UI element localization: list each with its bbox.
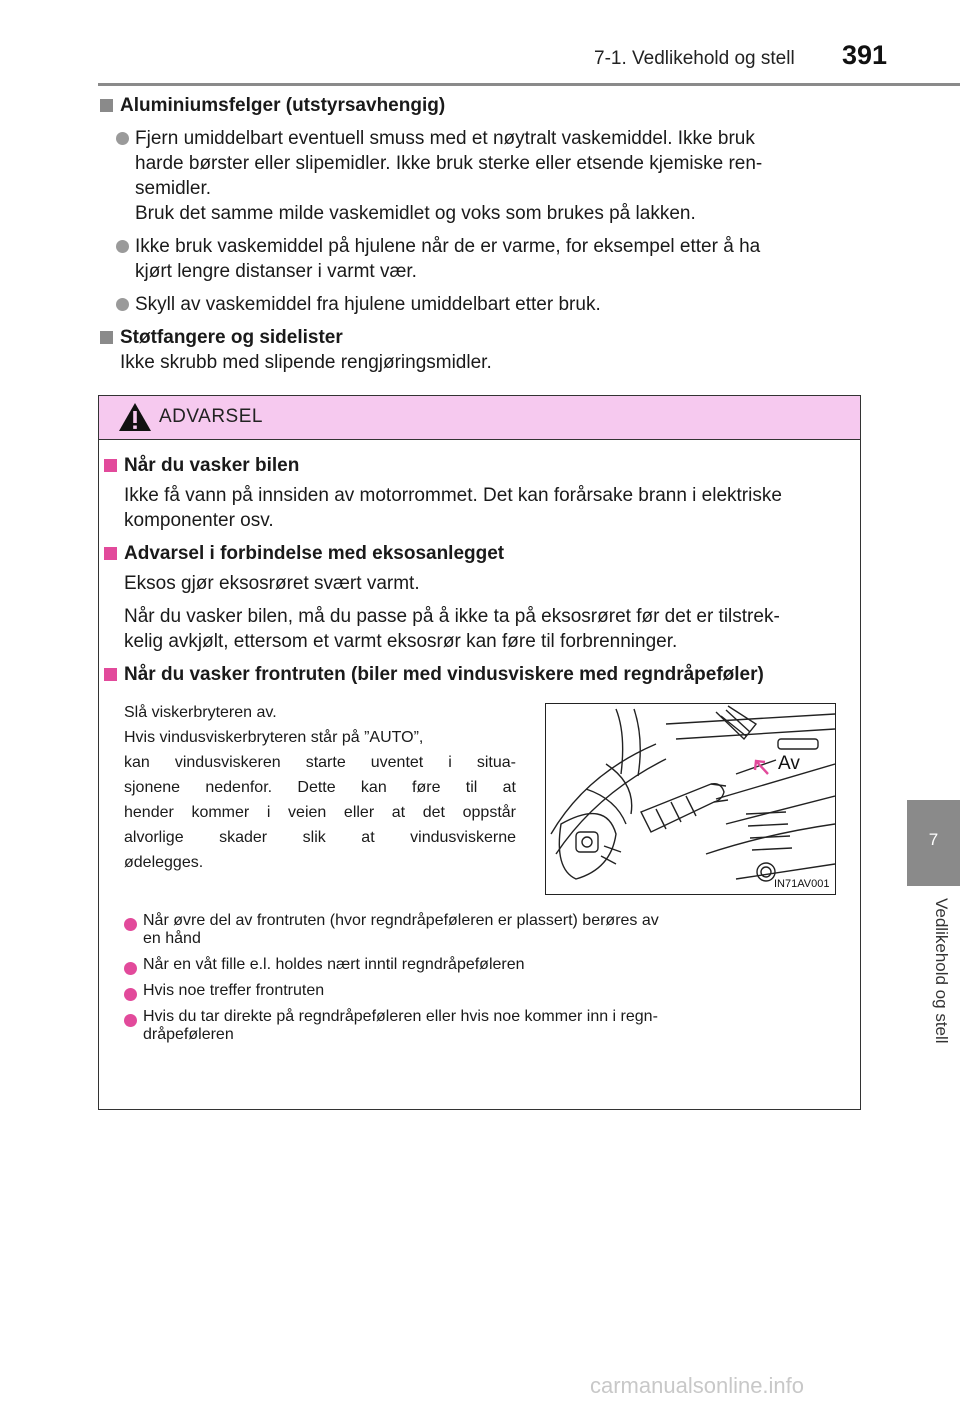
wiper-conditions-list <box>99 912 851 1052</box>
list-item: Når øvre del av frontruten (hvor regndråpeføleren er plassert) berøres av en hånd <box>99 912 842 948</box>
round-bullet-icon <box>116 132 129 145</box>
square-bullet-icon <box>100 331 113 344</box>
round-bullet-icon <box>116 298 129 311</box>
list-item: Skyll av vaskemiddel fra hjulene umiddelbart etter bruk. <box>98 292 856 317</box>
round-bullet-icon <box>124 918 137 931</box>
steering-column-drawing <box>546 704 835 894</box>
warning-header <box>99 396 860 440</box>
section-heading-bumpers: Støtfangere og sidelister <box>98 325 856 350</box>
chapter-label: Vedlikehold og stell <box>932 898 951 1044</box>
section-title: 7-1. Vedlikehold og stell <box>594 48 795 69</box>
warning-text: Ikke få vann på innsiden av motorrommet. Det kan forårsake brann i elektriske komponenter osv. <box>124 485 782 531</box>
round-bullet-icon <box>124 1014 137 1027</box>
square-bullet-icon <box>100 99 113 112</box>
list-item: Hvis du tar direkte på regndråpeføleren eller hvis noe kommer inn i regn- dråpeføleren <box>99 1008 842 1044</box>
square-bullet-icon <box>104 459 117 472</box>
figure-label-off: Av <box>778 753 800 774</box>
warning-title: ADVARSEL <box>159 406 263 427</box>
wiper-switch-illustration <box>545 703 836 895</box>
warning-heading-washing: Når du vasker bilen <box>102 453 854 478</box>
round-bullet-icon <box>124 988 137 1001</box>
watermark-url: carmanualsonline.info <box>590 1373 805 1398</box>
chapter-tab <box>907 800 960 886</box>
round-bullet-icon <box>116 240 129 253</box>
list-item: Fjern umiddelbart eventuell smuss med et nøytralt vaskemiddel. Ikke bruk harde børster eller slipemidler. Ikke bruk sterke eller etsende kjemiske ren- semidler. Bruk det samme milde vaskemidlet og voks som brukes på lakken. <box>98 126 856 226</box>
chapter-number: 7 <box>928 830 939 849</box>
round-bullet-icon <box>124 962 137 975</box>
header-divider <box>98 83 960 86</box>
warning-heading-exhaust: Advarsel i forbindelse med eksosanlegget <box>102 541 854 566</box>
figure-code: IN71AV001 <box>774 878 830 890</box>
square-bullet-icon <box>104 547 117 560</box>
bumpers-text: Ikke skrubb med slipende rengjøringsmidler. <box>120 352 492 373</box>
warning-heading-windshield: Når du vasker frontruten (biler med vindusviskere med regndråpeføler) <box>102 662 854 687</box>
warning-body <box>102 453 854 692</box>
list-item: Ikke bruk vaskemiddel på hjulene når de er varme, for eksempel etter å ha kjørt lengre distanser i varmt vær. <box>98 234 856 284</box>
page-number: 391 <box>842 40 888 70</box>
warning-triangle-icon <box>117 401 153 433</box>
list-item: Hvis noe treffer frontruten <box>99 982 851 1000</box>
main-content <box>98 93 856 375</box>
list-item: Når en våt fille e.l. holdes nært inntil regndråpeføleren <box>99 956 851 974</box>
warning-text: Når du vasker bilen, må du passe på å ikke ta på eksosrøret før det er tilstrek- kelig avkjølt, ettersom et varmt eksosrør kan føre til forbrenninger. <box>124 606 780 652</box>
warning-box <box>98 395 861 1110</box>
warning-text: Eksos gjør eksosrøret svært varmt. <box>124 573 420 594</box>
wiper-warning-text: Slå viskerbryteren av. Hvis vindusviskerbryteren står på ”AUTO”, kan vindusviskeren starte uventet i situa- sjonene nedenfor. Dette kan føre til at hender kommer i veien eller at det oppstår alvorlige skader slik at vindusviskerne ødelegges. <box>124 704 516 871</box>
square-bullet-icon <box>104 668 117 681</box>
section-heading-rims: Aluminiumsfelger (utstyrsavhengig) <box>98 93 856 118</box>
